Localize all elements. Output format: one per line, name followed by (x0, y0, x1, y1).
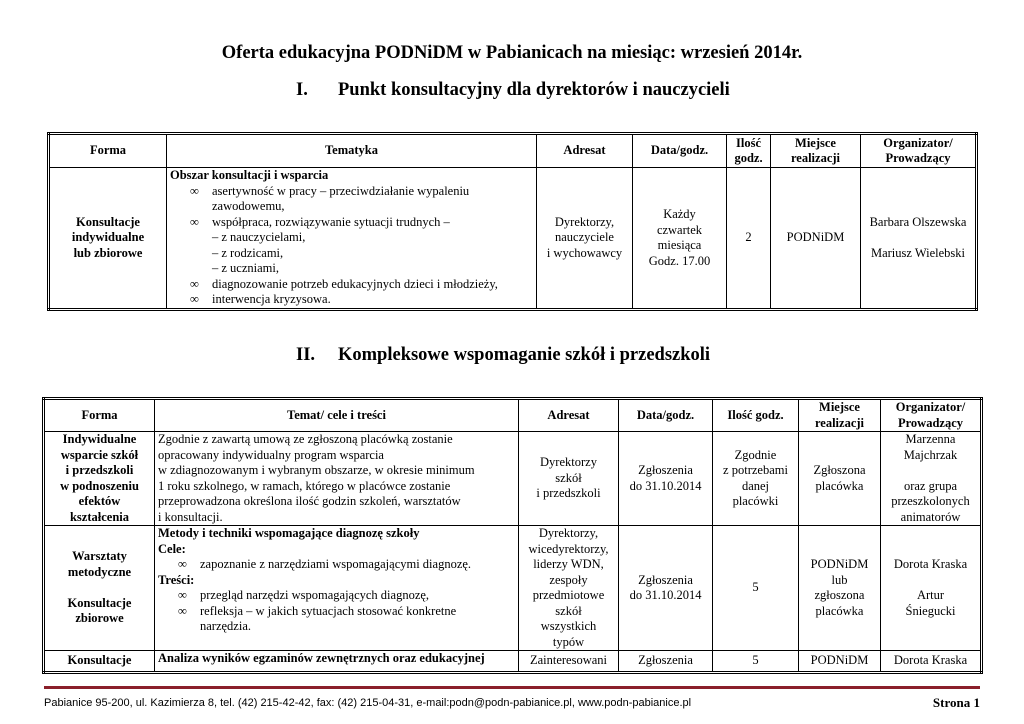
cell-data: Zgłoszenia do 31.10.2014 (619, 526, 713, 651)
support-table (42, 397, 983, 674)
cell-forma: Indywidualne wsparcie szkół i przedszkoli w podnoszeniu efektów kształcenia (44, 432, 155, 526)
cell-forma: Konsultacje (44, 651, 155, 673)
cell-organizator: Barbara Olszewska Mariusz Wielebski (861, 168, 977, 310)
cell-miejsce: PODNiDM (771, 168, 861, 310)
column-header: Miejsce realizacji (799, 399, 881, 432)
column-header: Ilość godz. (727, 134, 771, 168)
cell-ilosc: 5 (713, 526, 799, 651)
cell-adresat: Dyrektorzy szkół i przedszkoli (519, 432, 619, 526)
section-2-title: Kompleksowe wspomaganie szkół i przedszkoli (338, 345, 711, 365)
bullet-icon: ∞ (190, 183, 199, 198)
bullet-icon: ∞ (190, 292, 199, 306)
cell-organizator: Dorota Kraska (881, 651, 982, 673)
page-number: Strona 1 (932, 695, 980, 710)
column-header: Adresat (537, 134, 633, 168)
tresci-label: Treści: (158, 572, 195, 587)
column-header: Tematyka (167, 134, 537, 168)
cell-ilosc: Zgodnie z potrzebami danej placówki (713, 432, 799, 526)
cell-temat: Zgodnie z zawartą umową ze zgłoszoną placówką zostanie opracowany indywidualny program wsparcia w zdiagnozowanym i wybranym obszarze, w okresie minimum 1 roku szkolnego, w ramach, którego w placówce zostanie przeprowadzona określona ilość godzin szkoleń, warsztatów i konsultacji. (155, 432, 519, 526)
cell-data: Zgłoszenia (619, 651, 713, 673)
column-header: Organizator/ Prowadzący (861, 134, 977, 168)
table-row (44, 526, 982, 651)
column-header: Organizator/ Prowadzący (881, 399, 982, 432)
bullet-icon: ∞ (178, 603, 187, 618)
section-2-number: II. (296, 345, 316, 365)
column-header: Data/godz. (633, 134, 727, 168)
cell-adresat: Dyrektorzy, nauczyciele i wychowawcy (537, 168, 633, 310)
column-header: Forma (44, 399, 155, 432)
cell-miejsce: PODNiDM lub zgłoszona placówka (799, 526, 881, 651)
table-row (44, 432, 982, 526)
column-header: Ilość godz. (713, 399, 799, 432)
section-1-title: Punkt konsultacyjny dla dyrektorów i nauczycieli (338, 80, 730, 100)
cell-temat: Analiza wyników egzaminów zewnętrznych oraz edukacyjnej (155, 651, 519, 673)
section-2-heading (296, 345, 710, 366)
tematyka-heading: Obszar konsultacji i wsparcia (170, 168, 329, 182)
document-title: Oferta edukacyjna PODNiDM w Pabianicach na miesiąc: wrzesień 2014r. (221, 43, 803, 63)
cell-adresat: Zainteresowani (519, 651, 619, 673)
cell-forma: Konsultacje indywidualne lub zbiorowe (49, 168, 167, 310)
table-header-row (44, 399, 982, 432)
cell-organizator: Marzenna Majchrzak oraz grupa przeszkolonych animatorów (881, 432, 982, 526)
table-row (44, 651, 982, 673)
cell-tematyka: Obszar konsultacji i wsparcia ∞ asertywność w pracy – przeciwdziałanie wypaleniu zawodowemu, ∞ współpraca, rozwiązywanie sytuacji trudnych – – z nauczycielami, – z rodzicami, – z uczniami, ∞ diagnozowanie potrzeb edukacyjnych dzieci i młodzieży, ∞ interwencja kryzysowa. (167, 168, 537, 310)
section-1-number: I. (296, 80, 308, 100)
cell-data: Zgłoszenia do 31.10.2014 (619, 432, 713, 526)
cell-ilosc: 5 (713, 651, 799, 673)
cell-data: Każdy czwartek miesiąca Godz. 17.00 (633, 168, 727, 310)
cele-label: Cele: (158, 541, 186, 556)
footer-divider (44, 686, 980, 689)
cell-ilosc: 2 (727, 168, 771, 310)
section-1-heading (296, 80, 730, 101)
column-header: Data/godz. (619, 399, 713, 432)
footer-address: Pabianice 95-200, ul. Kazimierza 8, tel. (42) 215-42-42, fax: (42) 215-04-31, e-mail:podn@podn-pabianice.pl, www.podn-pabianice.pl (44, 697, 692, 709)
cell-adresat: Dyrektorzy, wicedyrektorzy, liderzy WDN, zespoły przedmiotowe szkół wszystkich typów (519, 526, 619, 651)
temat-heading: Metody i techniki wspomagające diagnozę szkoły (158, 526, 420, 540)
bullet-icon: ∞ (190, 276, 199, 291)
column-header: Adresat (519, 399, 619, 432)
bullet-icon: ∞ (178, 557, 187, 571)
column-header: Miejsce realizacji (771, 134, 861, 168)
cell-miejsce: Zgłoszona placówka (799, 432, 881, 526)
column-header: Forma (49, 134, 167, 168)
bullet-icon: ∞ (190, 214, 199, 229)
cell-organizator: Dorota Kraska Artur Śniegucki (881, 526, 982, 651)
cell-miejsce: PODNiDM (799, 651, 881, 673)
cell-temat: Metody i techniki wspomagające diagnozę szkoły Cele: ∞ zapoznanie z narzędziami wspomagającymi diagnozę. Treści: ∞ przegląd narzędzi wspomagających diagnozę, ∞ refleksja – w jakich sytuacjach stosować konkretne narzędzia. (155, 526, 519, 651)
table-header-row (49, 134, 977, 168)
cell-forma: Warsztaty metodyczne Konsultacje zbiorowe (44, 526, 155, 651)
table-row (49, 168, 977, 310)
column-header: Temat/ cele i treści (155, 399, 519, 432)
consultation-table (47, 132, 978, 311)
bullet-icon: ∞ (178, 588, 187, 602)
